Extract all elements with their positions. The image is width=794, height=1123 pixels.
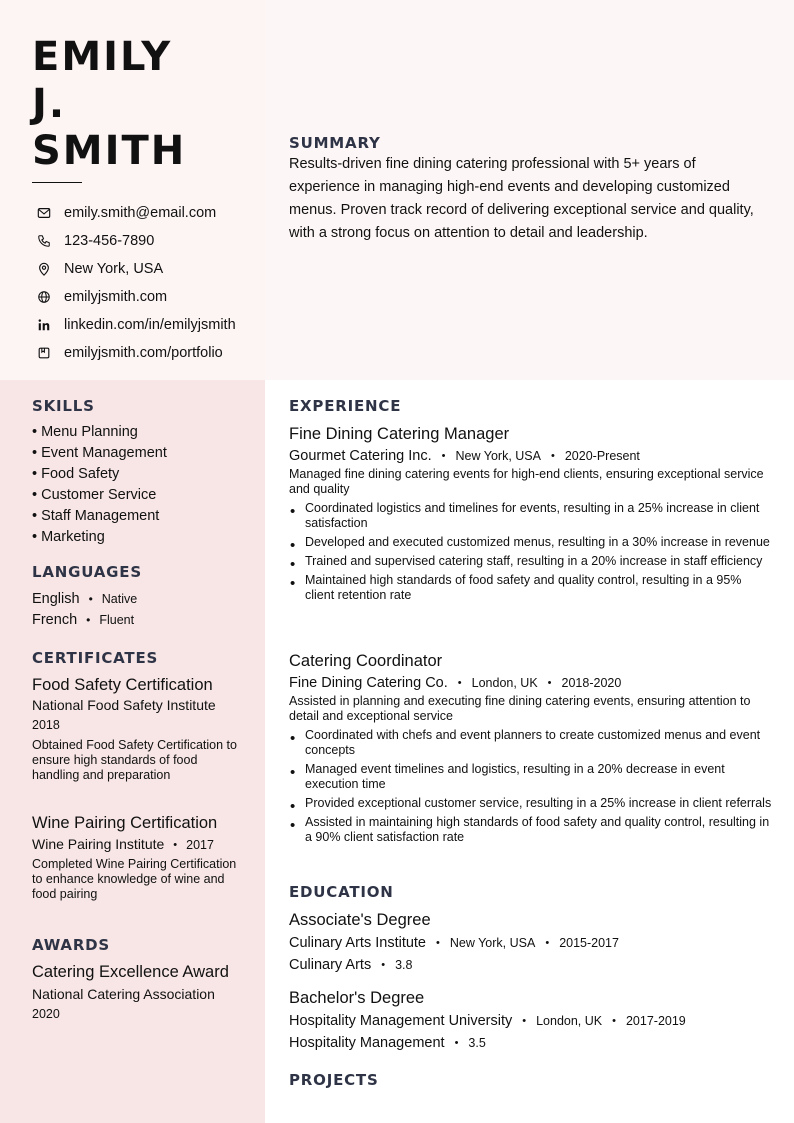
name-divider [32, 182, 82, 183]
language-item [32, 588, 137, 609]
job-bullet: • Developed and executed customized menus, resulting in a 30% increase in revenue [289, 535, 773, 550]
certificate-year: 2018 [32, 718, 60, 732]
certificate-item [32, 675, 242, 783]
education-heading: EDUCATION [289, 883, 394, 901]
phone-icon [32, 229, 56, 253]
contact-email[interactable] [32, 199, 236, 227]
education-dates: 2015-2017 [559, 935, 619, 950]
job-bullet: • Managed event timelines and logistics, resulting in a 20% decrease in event execution time [289, 762, 773, 792]
job-description: Assisted in planning and executing fine dining catering events, ensuring attention to detail and exceptional service [289, 694, 751, 723]
contact-website-text: emilyjsmith.com [64, 289, 168, 305]
contact-linkedin-text: linkedin.com/in/emilyjsmith [64, 317, 236, 333]
separator-dot: • [522, 1014, 527, 1027]
contact-location [32, 255, 236, 283]
job-bullets [289, 501, 773, 603]
portfolio-icon [32, 341, 56, 365]
language-name: French [32, 611, 78, 628]
job-description: Managed fine dining catering events for high-end clients, ensuring exceptional service and quality [289, 467, 764, 496]
separator-dot: • [436, 936, 440, 949]
education-location: London, UK [536, 1013, 603, 1028]
education-meta [289, 932, 773, 953]
separator-dot: • [612, 1014, 616, 1027]
contact-phone-text: 123-456-7890 [64, 233, 155, 249]
separator-dot: • [545, 936, 550, 949]
award-year: 2020 [32, 1007, 60, 1021]
job-title: Catering Coordinator [289, 652, 443, 670]
skills-heading: SKILLS [32, 397, 95, 415]
experience-heading: EXPERIENCE [289, 397, 402, 415]
skills-list [32, 422, 167, 548]
job-meta [289, 674, 773, 692]
separator-dot: • [454, 1036, 459, 1049]
education-field-row [289, 1032, 773, 1053]
experience-item [289, 651, 773, 849]
language-item [32, 609, 137, 630]
education-dates: 2017-2019 [625, 1013, 686, 1028]
languages-list [32, 588, 137, 630]
job-title: Fine Dining Catering Manager [289, 425, 510, 443]
contact-location-text: New York, USA [64, 261, 164, 277]
contact-portfolio[interactable] [32, 339, 236, 367]
certificate-description: Completed Wine Pairing Certification to enhance knowledge of wine and food pairing [32, 857, 237, 901]
certificate-name: Food Safety Certification [32, 676, 213, 694]
globe-icon [32, 285, 56, 309]
certificate-meta [32, 834, 242, 855]
separator-dot: • [381, 958, 386, 971]
name-line-first: EMILY [32, 34, 173, 80]
certificate-issuer: Wine Pairing Institute [32, 836, 165, 852]
separator-dot: • [457, 677, 462, 689]
location-pin-icon [32, 257, 56, 281]
award-name: Catering Excellence Award [32, 963, 229, 981]
job-bullet: • Coordinated logistics and timelines for events, resulting in a 25% increase in client satisfaction [289, 501, 773, 531]
education-field: Culinary Arts [289, 956, 372, 973]
award-item [32, 962, 242, 1022]
job-company: Gourmet Catering Inc. [289, 448, 432, 464]
language-name: English [32, 590, 80, 607]
award-issuer: National Catering Association [32, 986, 215, 1002]
language-level: Fluent [99, 612, 135, 627]
education-item [289, 988, 773, 1053]
summary-heading: SUMMARY [289, 134, 381, 152]
education-school: Hospitality Management University [289, 1012, 513, 1029]
job-dates: 2018-2020 [561, 676, 622, 690]
job-bullet: • Maintained high standards of food safety and quality control, resulting in a 95% client retention rate [289, 573, 773, 603]
job-bullet: • Trained and supervised catering staff, resulting in a 20% increase in staff efficiency [289, 554, 773, 569]
education-item [289, 910, 773, 975]
contact-portfolio-text: emilyjsmith.com/portfolio [64, 345, 223, 361]
separator-dot: • [441, 450, 446, 462]
separator-dot: • [550, 450, 555, 462]
skill-item: • Food Safety [32, 466, 120, 482]
education-meta [289, 1010, 773, 1031]
certificates-heading: CERTIFICATES [32, 649, 159, 667]
certificate-item [32, 813, 242, 902]
certificate-year: 2017 [186, 837, 214, 852]
job-bullet: • Assisted in maintaining high standards of food safety and quality control, resulting in a 90% client satisfaction rate [289, 815, 773, 845]
mail-icon [32, 201, 56, 225]
skill-item: • Staff Management [32, 508, 160, 524]
skill-item: • Marketing [32, 529, 105, 545]
education-field: Hospitality Management [289, 1034, 445, 1051]
job-meta [289, 447, 773, 465]
name-line-last: SMITH [32, 128, 187, 174]
contact-email-text: emily.smith@email.com [64, 205, 217, 221]
education-gpa: 3.8 [395, 957, 413, 972]
separator-dot: • [547, 677, 552, 689]
job-dates: 2020-Present [564, 449, 640, 463]
separator-dot: • [88, 591, 93, 606]
job-bullet: • Provided exceptional customer service, resulting in a 25% increase in client referrals [289, 796, 773, 811]
job-company: Fine Dining Catering Co. [289, 675, 448, 691]
awards-heading: AWARDS [32, 936, 111, 954]
contact-list [32, 199, 236, 367]
contact-website[interactable] [32, 283, 236, 311]
linkedin-icon [32, 313, 56, 337]
contact-phone[interactable] [32, 227, 236, 255]
name-line-middle: J. [32, 81, 67, 127]
education-location: New York, USA [449, 935, 536, 950]
contact-linkedin[interactable] [32, 311, 236, 339]
skill-item: • Menu Planning [32, 424, 138, 440]
candidate-name [32, 34, 186, 175]
education-gpa: 3.5 [468, 1035, 486, 1050]
job-location: London, UK [471, 676, 538, 690]
job-bullet: • Coordinated with chefs and event planners to create customized menus and event concepts [289, 728, 773, 758]
education-degree: Bachelor's Degree [289, 989, 425, 1007]
job-bullets [289, 728, 773, 845]
skill-item: • Event Management [32, 445, 167, 461]
education-field-row [289, 954, 773, 975]
projects-heading: PROJECTS [289, 1071, 379, 1089]
education-degree: Associate's Degree [289, 911, 431, 929]
separator-dot: • [173, 838, 178, 851]
language-level: Native [101, 591, 138, 606]
languages-heading: LANGUAGES [32, 563, 142, 581]
education-school: Culinary Arts Institute [289, 934, 426, 951]
certificate-name: Wine Pairing Certification [32, 814, 218, 832]
experience-item [289, 424, 773, 607]
job-location: New York, USA [455, 449, 541, 463]
certificate-description: Obtained Food Safety Certification to ensure high standards of food handling and preparation [32, 738, 237, 782]
certificate-issuer: National Food Safety Institute [32, 697, 216, 713]
skill-item: • Customer Service [32, 487, 157, 503]
separator-dot: • [86, 612, 91, 627]
summary-text: Results-driven fine dining catering professional with 5+ years of experience in managing high-end events and developing customized menus. Proven track record of delivering exceptional service and quality, with a strong focus on attention to detail and leadership. [289, 156, 754, 241]
